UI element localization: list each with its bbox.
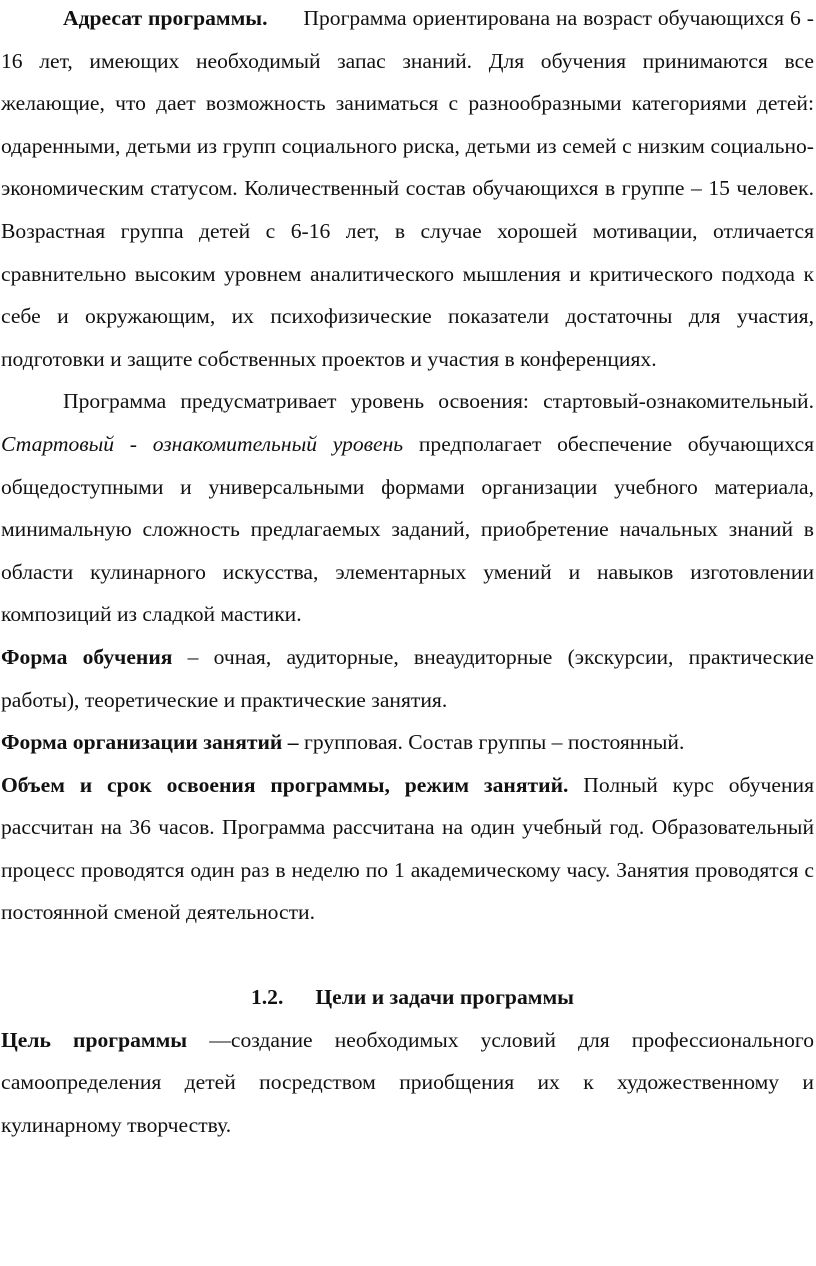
- paragraph-organization: [1, 721, 814, 764]
- paragraph-goal: [1, 1019, 814, 1147]
- audience-label: Адресат программы.: [63, 6, 268, 30]
- paragraph-audience: [1, 0, 814, 380]
- level-text-start: Программа предусматривает уровень освоения: стартовый-ознакомительный.: [63, 389, 814, 414]
- blank-line: [1, 934, 814, 976]
- organization-text: групповая. Состав группы – постоянный.: [298, 730, 685, 755]
- volume-label: Объем и срок освоения программы, режим занятий.: [1, 772, 569, 797]
- heading-number: 1.2.: [250, 985, 284, 1010]
- level-text-end: предполагает обеспечение обучающихся общедоступными и универсальными формами организации учебного материала, минимальную сложность предлагаемых заданий, приобретение начальных знаний в области кулинарного искусства, элементарных умений и навыков изготовлении композиций из сладкой мастики.: [1, 431, 814, 627]
- form-text: – очная, аудиторные, внеаудиторные (экскурсии, практические работы), теоретические и практические занятия.: [1, 644, 814, 712]
- goal-text: —создание необходимых условий для профессионального самоопределения детей посредством приобщения их к художественному и кулинарному творчеству.: [1, 1027, 814, 1137]
- goal-label: Цель программы: [1, 1027, 188, 1052]
- volume-text: Полный курс обучения рассчитан на 36 часов. Программа рассчитана на один учебный год. Образовательный процесс проводятся один раз в неделю по 1 академическому часу. Занятия проводятся с постоянной сменой деятельности.: [1, 772, 815, 925]
- form-label: Форма обучения: [1, 644, 173, 669]
- heading-title: Цели и задачи программы: [315, 985, 575, 1010]
- paragraph-form: [1, 636, 814, 721]
- paragraph-volume: [1, 764, 814, 934]
- audience-text: Программа ориентирована на возраст обучающихся 6 - 16 лет, имеющих необходимый запас знаний. Для обучения принимаются все желающие, что дает возможность заниматься с разнообразными категориями детей: одаренными, детьми из групп социального риска, детьми из семей с низким социально-экономическим статусом. Количественный состав обучающихся в группе – 15 человек. Возрастная группа детей с 6-16 лет, в случае хорошей мотивации, отличается сравнительно высоким уровнем аналитического мышления и критического подхода к себе и окружающим, их психофизические показатели достаточны для участия, подготовки и защите собственных проектов и участия в конференциях.: [1, 6, 814, 371]
- section-heading: [1, 976, 814, 1019]
- paragraph-level: [1, 380, 814, 636]
- organization-label: Форма организации занятий –: [1, 730, 299, 755]
- level-italic: Стартовый - ознакомительный уровень: [1, 431, 404, 456]
